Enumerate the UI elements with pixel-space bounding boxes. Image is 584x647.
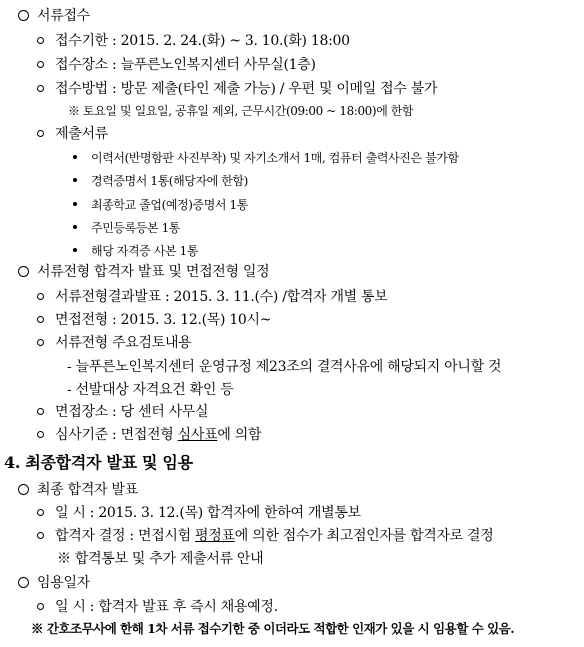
interview-place: 면접장소 : 당 센터 사무실 (37, 402, 208, 422)
nurse-aide-note: ※ 간호조무사에 한해 1차 서류 접수기한 중 이더라도 적합한 인재가 있을 시 임용할 수 있음. (31, 621, 515, 636)
circle-bullet-icon (18, 484, 29, 495)
final-notice-note: ※ 합격통보 및 추가 제출서류 안내 (57, 551, 264, 567)
appointment-date: 일 시 : 합격자 발표 후 즉시 채용예정. (37, 597, 278, 617)
section-screening-schedule: 서류전형 합격자 발표 및 면접전형 일정 (18, 262, 269, 282)
section-document-submission: 서류접수 (18, 6, 90, 26)
ring-bullet-icon (37, 603, 44, 610)
doc-item-career: 경력증명서 1통(해당자에 한함) (73, 171, 248, 191)
final-announcement-date: 일 시 : 2015. 3. 12.(목) 합격자에 한하여 개별통보 (37, 503, 361, 523)
dot-bullet-icon (73, 248, 77, 252)
screening-result-date: 서류전형결과발표 : 2015. 3. 11.(수) /합격자 개별 통보 (37, 287, 388, 307)
interview-date: 면접전형 : 2015. 3. 12.(목) 10시~ (37, 310, 271, 330)
dot-bullet-icon (73, 202, 77, 206)
submission-place: 접수장소 : 늘푸른노인복지센터 사무실(1층) (37, 55, 316, 75)
review-item-disqualification: - 늘푸른노인복지센터 운영규정 제23조의 결격사유에 해당되지 아니할 것 (67, 359, 502, 375)
review-item-qualification: - 선발대상 자격요건 확인 등 (67, 382, 234, 398)
ring-bullet-icon (37, 130, 44, 137)
doc-item-resume: 이력서(반명함판 사진부착) 및 자기소개서 1매, 컴퓨터 출력사진은 불가함 (73, 148, 459, 168)
ring-bullet-icon (37, 316, 44, 323)
ring-bullet-icon (37, 37, 44, 44)
required-documents: 제출서류 (37, 124, 108, 144)
screening-review-items: 서류전형 주요검토내용 (37, 333, 191, 353)
dot-bullet-icon (73, 178, 77, 182)
circle-bullet-icon (18, 10, 29, 21)
decision-underlined: 평정표 (195, 528, 235, 544)
ring-bullet-icon (37, 61, 44, 68)
doc-item-license: 해당 자격증 사본 1통 (73, 241, 198, 261)
submission-method: 접수방법 : 방문 제출(타인 제출 가능) / 우편 및 이메일 접수 불가 (37, 79, 437, 99)
ring-bullet-icon (37, 293, 44, 300)
review-criteria-underlined: 심사표 (177, 427, 218, 443)
section-heading-final-selection: 4. 최종합격자 발표 및 임용 (4, 453, 193, 472)
dot-bullet-icon (73, 155, 77, 159)
section-final-announcement: 최종 합격자 발표 (18, 480, 138, 500)
ring-bullet-icon (37, 509, 44, 516)
doc-item-graduation: 최종학교 졸업(예정)증명서 1통 (73, 195, 248, 215)
submission-note: ※ 토요일 및 일요일, 공휴일 제외, 근무시간(09:00 ~ 18:00)에 한함 (68, 104, 414, 118)
ring-bullet-icon (37, 85, 44, 92)
doc-item-resident: 주민등록등본 1통 (73, 218, 180, 238)
submission-period: 접수기한 : 2015. 2. 24.(화) ~ 3. 10.(화) 18:00 (37, 31, 350, 51)
dot-bullet-icon (73, 225, 77, 229)
ring-bullet-icon (37, 339, 44, 346)
section-appointment-date: 임용일자 (18, 573, 90, 593)
ring-bullet-icon (37, 431, 44, 438)
circle-bullet-icon (18, 266, 29, 277)
ring-bullet-icon (37, 532, 44, 539)
circle-bullet-icon (18, 577, 29, 588)
ring-bullet-icon (37, 408, 44, 415)
final-decision-method: 합격자 결정 : 면접시험 평정표에 의한 점수가 최고점인자를 합격자로 결정 (37, 526, 494, 546)
review-criteria: 심사기준 : 면접전형 심사표에 의함 (37, 425, 261, 445)
